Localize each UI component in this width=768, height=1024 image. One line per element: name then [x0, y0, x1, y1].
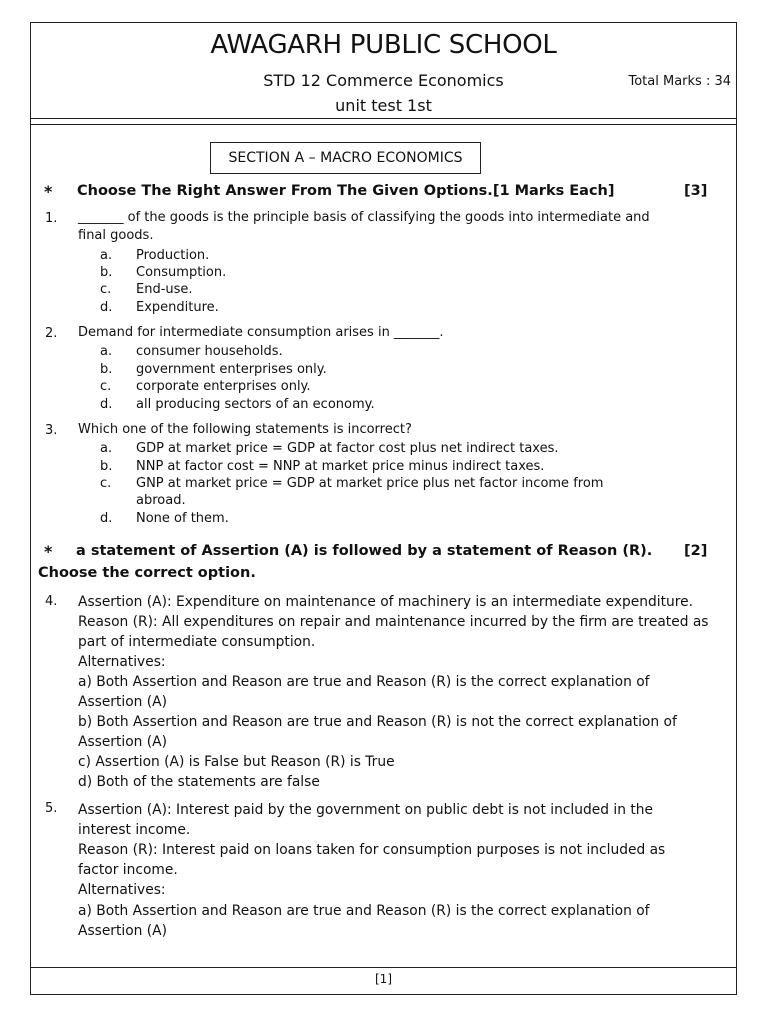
question-line: Alternatives:: [78, 882, 166, 898]
part1-heading: Choose The Right Answer From The Given Options.[1 Marks Each]: [77, 183, 615, 199]
option-text: NNP at factor cost = NNP at market price minus indirect taxes.: [136, 459, 545, 474]
option-letter: c.: [100, 282, 112, 297]
question-number: 3.: [45, 423, 58, 438]
question-text: final goods.: [78, 228, 154, 243]
option-letter: c.: [100, 379, 112, 394]
class-subject: STD 12 Commerce Economics: [263, 71, 504, 90]
part2-marks: [2]: [684, 543, 708, 559]
question-line: a) Both Assertion and Reason are true and Reason (R) is the correct explanation of: [78, 903, 650, 919]
question-line: b) Both Assertion and Reason are true and Reason (R) is not the correct explanation of: [78, 714, 677, 730]
option-text: corporate enterprises only.: [136, 379, 311, 394]
option-letter: d.: [100, 300, 113, 315]
option-text: consumer households.: [136, 344, 283, 359]
question-line: Assertion (A): Expenditure on maintenance of machinery is an intermediate expenditure.: [78, 594, 693, 610]
option-letter: a.: [100, 344, 113, 359]
option-text: Expenditure.: [136, 300, 219, 315]
question-text: Demand for intermediate consumption arises in _______.: [78, 325, 444, 340]
option-text: Production.: [136, 248, 210, 263]
bullet-star: *: [44, 182, 53, 201]
option-text: GDP at market price = GDP at factor cost plus net indirect taxes.: [136, 441, 559, 456]
option-text: GNP at market price = GDP at market price plus net factor income from: [136, 476, 604, 491]
question-number: 4.: [45, 594, 58, 609]
total-marks: Total Marks : 34: [628, 74, 731, 89]
question-line: Reason (R): Interest paid on loans taken for consumption purposes is not included as: [78, 842, 666, 858]
question-text: _______ of the goods is the principle basis of classifying the goods into intermediate and: [78, 210, 650, 225]
option-letter: b.: [100, 459, 113, 474]
footer-divider: [30, 967, 737, 968]
question-line: Assertion (A): [78, 694, 167, 710]
question-line: Reason (R): All expenditures on repair and maintenance incurred by the firm are treated as: [78, 614, 709, 630]
option-text: Consumption.: [136, 265, 227, 280]
question-line: c) Assertion (A) is False but Reason (R) is True: [78, 754, 395, 770]
option-letter: d.: [100, 397, 113, 412]
question-line: part of intermediate consumption.: [78, 634, 316, 650]
question-line: Assertion (A): [78, 734, 167, 750]
question-number: 1.: [45, 211, 58, 226]
question-line: Alternatives:: [78, 654, 166, 670]
part2-heading-continued: Choose the correct option.: [38, 565, 256, 581]
header-divider-bottom: [30, 124, 737, 125]
question-line: Assertion (A): [78, 923, 167, 939]
section-title: SECTION A – MACRO ECONOMICS: [210, 142, 481, 174]
page-number: [1]: [375, 972, 392, 986]
option-letter: a.: [100, 248, 113, 263]
question-number: 5.: [45, 801, 58, 816]
option-text: End-use.: [136, 282, 193, 297]
option-text: government enterprises only.: [136, 362, 327, 377]
option-letter: c.: [100, 476, 112, 491]
option-text: abroad.: [136, 493, 186, 508]
question-line: interest income.: [78, 822, 191, 838]
question-line: factor income.: [78, 862, 178, 878]
option-letter: a.: [100, 441, 113, 456]
option-letter: b.: [100, 362, 113, 377]
option-letter: b.: [100, 265, 113, 280]
option-letter: d.: [100, 511, 113, 526]
option-text: None of them.: [136, 511, 229, 526]
bullet-star: *: [44, 542, 53, 561]
part2-heading: a statement of Assertion (A) is followed by a statement of Reason (R).: [76, 543, 653, 559]
question-text: Which one of the following statements is incorrect?: [78, 422, 412, 437]
test-name: unit test 1st: [335, 96, 432, 115]
question-number: 2.: [45, 326, 58, 341]
question-line: d) Both of the statements are false: [78, 774, 320, 790]
header-divider-top: [30, 118, 737, 119]
school-name: AWAGARH PUBLIC SCHOOL: [210, 30, 557, 60]
option-text: all producing sectors of an economy.: [136, 397, 375, 412]
question-line: Assertion (A): Interest paid by the government on public debt is not included in the: [78, 802, 653, 818]
part1-marks: [3]: [684, 183, 708, 199]
question-line: a) Both Assertion and Reason are true and Reason (R) is the correct explanation of: [78, 674, 650, 690]
